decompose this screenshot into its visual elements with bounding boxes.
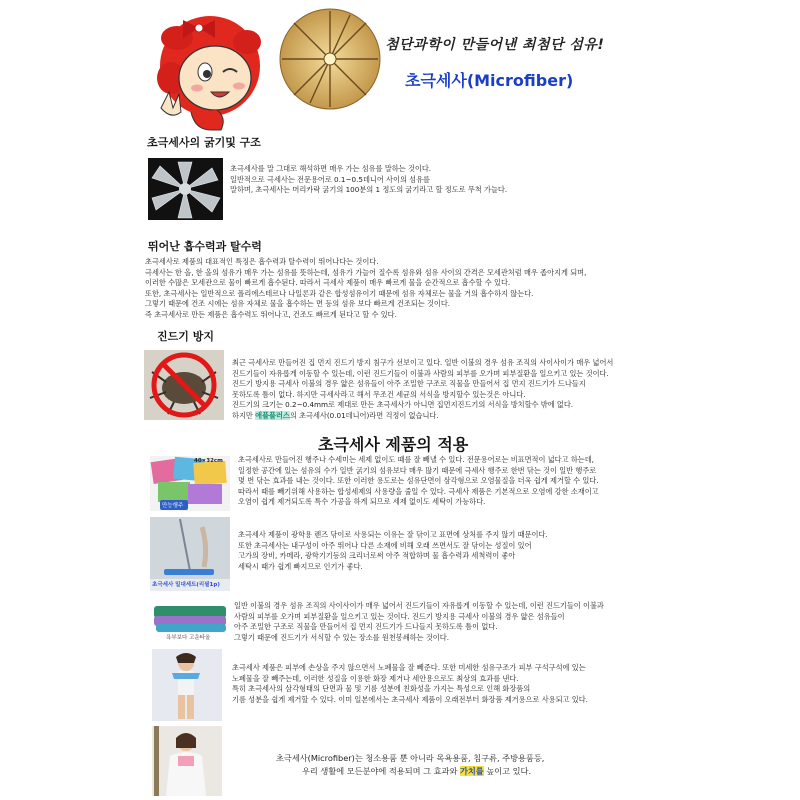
text-line: 최근 극세사로 만들어진 집 먼지 진드기 방지 침구가 선보이고 있다. 일반 이불의 경우 섬유 조직의 사이사이가 매우 넓어서 [232, 358, 614, 367]
header-title: 초극세사(Microfiber) [405, 71, 574, 90]
text-line: 사람의 피부를 오가며 피부질환을 일으키고 있는 것이다. 진드기 방지용 극세사 이불의 경우 얇은 섬유들이 [234, 611, 565, 621]
text-line: 또한 초극세사는 내구성이 아주 뛰어나 다른 소재에 비해 오래 쓰면서도 잘 닦이는 성질이 있어 [238, 540, 532, 550]
text-line: 초극세사(Microfiber)는 청소용품 뿐 아니라 목욕용품, 침구류, 주방용품등, [276, 753, 545, 763]
header-slogan: 첨단과학이 만들어낸 최첨단 섬유! [385, 37, 605, 53]
block1-text [238, 455, 798, 508]
text-line: 노폐물을 잘 빼주는데, 이러한 성질을 이용한 화장 제거나 세안용으로도 최상의 효과를 낸다. [232, 673, 519, 683]
text-line: 일반적으로 극세사는 전문용어로 0.1~0.5데니어 사이의 섬유를 [230, 174, 431, 184]
text-line: 말하며, 초극세사는 머리카락 굵기의 100분의 1 정도의 굵기라고 할 정도로 무척 가늘다. [230, 185, 508, 195]
text-line: 진드기 방지용 극세사 이불의 경우 얇은 섬유들이 아주 조밀한 구조로 직물을 만들어서 집 먼지 진드기가 드나들지 [232, 379, 586, 389]
text-line: 그렇기 때문에 건조 시에는 섬유 자체로 물을 흡수하는 면 등의 섬유 보다 빠르게 건조되는 것이다. [145, 299, 451, 309]
text-line: 초극세사를 말 그대로 해석하면 매우 가는 섬유를 말하는 것이다. [230, 164, 432, 173]
no-mite-sign-image [144, 350, 224, 420]
section-heading-mite: 진드기 방지 [157, 330, 214, 343]
text-line: 못하도록 틈이 없다. 하지만 극세사라고 해서 무조건 세균의 서식을 방지할수 있는것은 아니다. [232, 389, 526, 399]
text-line: 초극세사 제품은 피부에 손상을 주지 않으면서 노폐물을 잘 빼준다. 또한 미세한 섬유구조가 피부 구석구석에 있는 [232, 663, 586, 672]
block4-text [232, 663, 797, 705]
microfiber-cross-section-graphic [258, 3, 398, 115]
section-heading-absorbency: 뛰어난 흡수력과 탈수력 [148, 240, 262, 253]
woman-bath-image [152, 726, 222, 796]
dishcloth-product-image [150, 456, 230, 511]
text-line: 특히 초극세사의 삼각형태의 단면과 물 및 기름 성분에 친화성을 가지는 특성으로 인해 화장품의 [232, 684, 531, 694]
block3-text [234, 601, 794, 643]
section2-text [145, 257, 795, 321]
text-fragment: 높이고 있다. [483, 766, 532, 776]
text-line: 진드기들이 자유롭게 이동할 수 있는데, 이런 진드기들이 이불과 사람의 피부를 오가며 피부질환을 일으키고 있는 것이다. [232, 368, 609, 378]
mop-caption: 초극세사 밀대세트(리필1p) [152, 582, 220, 588]
towel-product-image [150, 600, 230, 642]
text-line: 진드기의 크기는 0.2~0.4mm로 제대로 만든 초극세사가 아니면 집먼지진드기의 서식을 방치할수 밖에 없다. [232, 400, 574, 410]
block2-text [238, 530, 758, 572]
text-fragment: 하지만 [232, 410, 256, 420]
woman-towel-image [152, 649, 222, 721]
text-line: 오염이 쉽게 제거되도록 특수 가공을 하게 되므로 세제 없이도 세탁이 가능하다. [238, 497, 486, 507]
section1-text [230, 164, 710, 196]
text-line: 고가의 장비, 카메라, 광학기기등의 크리너로써 아주 적합하며 물 흡수력과 세척력이 좋아 [238, 551, 516, 561]
text-line: 기름 성분을 쉽게 제거할 수 있다. 이미 일본에서는 초극세사 제품이 오래전부터 화장품 제거용으로 사용되고 있다. [232, 694, 588, 704]
text-line: 즉 초극세사로 만든 제품은 흡수력도 뛰어나고, 건조도 빠르게 된다고 할 수 있다. [145, 309, 397, 319]
mop-product-image [150, 517, 230, 591]
text-line: 그렇기 때문에 진드기가 서식할 수 있는 장소를 원천봉쇄하는 것이다. [234, 632, 449, 642]
text-line: 일반 이불의 경우 섬유 조직의 사이사이가 매우 넓어서 진드기들이 자유롭게 이동할 수 있는데, 이런 진드기들이 이불과 [234, 601, 604, 610]
product-tag: 만능행주 [162, 503, 184, 509]
text-line: 초극세사로 제품의 대표적인 특징은 흡수력과 탈수력이 뛰어나다는 것이다. [145, 257, 379, 266]
text-line: 따라서 때를 빼기위해 사용하는 합성세제의 사용량을 줄일 수 있다. 극세사 제품은 기본적으로 오염에 강한 소재이고 [238, 486, 599, 496]
text-line: 초극세사로 만들어진 행주나 수세미는 세제 없이도 때를 잘 빼낼 수 있다. 전문용어로는 비표면적이 넓다고 하는데, [238, 455, 594, 464]
value-highlight: 가치를 [459, 766, 484, 776]
brand-name: 애플플러스 [255, 410, 290, 420]
text-line: 몇 번 닦는 효과를 내는 것이다. 또한 이러한 용도로는 섬유단면이 삼각형으로 오염물질을 더욱 쉽게 제거할 수 있다. [238, 476, 599, 486]
text-line: 또한, 초극세사는 일반적으로 폴리에스테르나 나일론과 같은 합성섬유이기 때문에 섬유 자체로는 물을 거의 흡수하지 않는다. [145, 288, 534, 298]
section3-text [232, 358, 792, 422]
text-line [276, 765, 696, 778]
text-line [232, 411, 792, 422]
section-heading-application: 초극세사 제품의 적용 [318, 435, 469, 454]
text-line: 이러한 수많은 모세관으로 물이 빠르게 흡수된다. 따라서 극세사 제품이 매우 빠르게 물을 순간적으로 흡수할 수 있다. [145, 278, 511, 288]
towel-caption: 욕부보다 고운타올 [166, 635, 211, 641]
text-line: 세탁시 때가 쉽게 빠지므로 인기가 좋다. [238, 561, 363, 571]
mascot [155, 8, 265, 136]
size-tag: 40×32cm [194, 458, 223, 464]
fiber-micrograph-image [148, 158, 223, 220]
text-fragment: 의 초극세사(0.01데니어)라면 걱정이 없습니다. [289, 410, 439, 420]
block5-text [276, 752, 696, 778]
text-fragment: 우리 생활에 모든분야에 적용되며 그 효과와 [302, 766, 460, 776]
text-line: 초극세사 제품이 광학용 렌즈 닦이로 사용되는 이유는 잘 닦이고 표면에 상처를 주지 않기 때문이다. [238, 530, 548, 539]
text-line: 극세사는 한 올, 한 올의 섬유가 매우 가는 섬유를 뜻하는데, 섬유가 가늘어 질수록 섬유와 섬유 사이의 간격은 모세관처럼 매우 좁아지게 되며, [145, 267, 587, 277]
text-line: 아주 조밀한 구조로 직물을 만들어서 집 먼지 진드기가 드나들지 못하도록 틈이 없다. [234, 622, 498, 632]
text-line: 일정한 공간에 있는 섬유의 수가 일반 굵기의 섬유보다 매우 많기 때문에 극세사 행주로 한번 닦는 것이 일반 행주로 [238, 465, 597, 475]
section-heading-structure: 초극세사의 굵기및 구조 [147, 136, 261, 149]
